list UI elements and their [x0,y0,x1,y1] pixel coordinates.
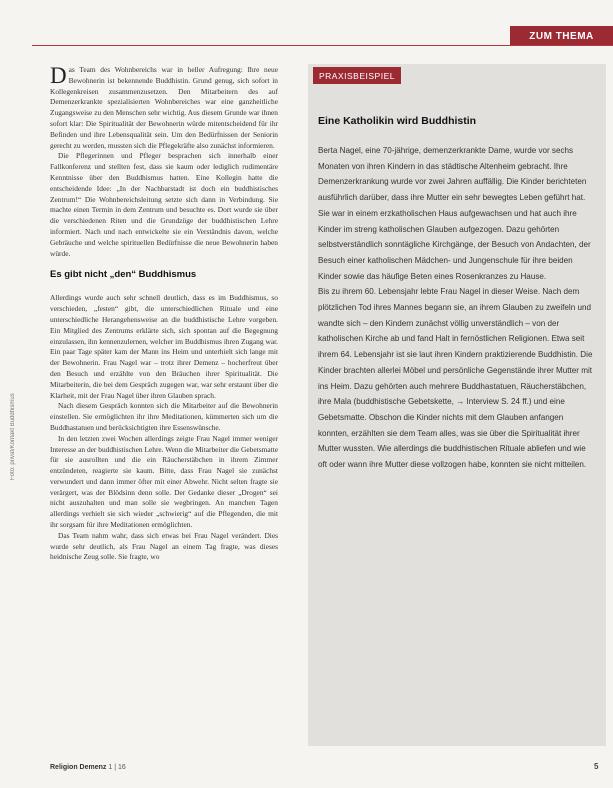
footer [50,764,126,771]
sidebar-body [318,143,596,473]
article-paragraph: Das Team nahm wahr, dass sich etwas bei Frau Nagel verändert. Dies wurde sehr deutlich, als Frau Nagel an einem Tag fragte, was dieses heidnische Zeug solle. Sie fragte, wo [50,530,278,562]
sidebar-label: PRAXISBEISPIEL [313,67,401,84]
page-number: 5 [594,762,599,771]
article-paragraph: Allerdings wurde auch sehr schnell deutlich, dass es im Buddhismus, so verschieden, „festen“ gibt, die unterschiedlichen Rituale und eine unterschiedliche Herangehensweise an die buddhistische Lehre vorgeben. Ein Mitglied des Zentrums erklärte sich, sich spontan auf die Begegnung einzulassen, ihn kennenzulernen, welcher im Buddhismus ihren Zugang war. Ein paar Tage später kam der Mann ins Heim und unterhielt sich lange mit der Bewohnerin. Frau Nagel war – trotz ihrer Demenz – hocherfreut über den Besuch und erzählte von den Bräuchen ihrer Spiritualität. Die Mitarbeiterin, die bei dem Gespräch zugegen war, war sehr erstaunt über die Klarheit, mit der Frau Nagel über ihren Glauben sprach. [50,293,278,400]
photo-credit: Foto: privat/Kontakt Buddhismus [10,393,16,480]
article-paragraph: In den letzten zwei Wochen allerdings zeigte Frau Nagel immer weniger Interesse an der buddhistischen Lehre. Wenn die Mitarbeiter die Gebetsmatte für sie ausrollten und die ein Räucherstäbchen in ihrem Zimmer entzündeten, reagierte sie kaum. Bitte, dass Frau Nagel sie zunächst verwundert und dann immer öfter mit einer Abwehr. Nicht selten fragte sie verärgert, was der Blödsinn denn solle. Der Gedanke dieser „Drogen“ sei nicht auszuhalten und man solle sie wegbringen. An manchen Tagen allerdings verhielt sie sich wieder „schwierig“ auf die Pflegenden, die mit ihr sorgsam für ihre Meditationen ermöglichten. [50,433,278,530]
footer-magazine: Religion Demenz [50,764,107,771]
dropcap: D [50,63,67,88]
sidebar-title: Eine Katholikin wird Buddhistin [318,115,477,127]
article-paragraph: Nach diesem Gespräch konnten sich die Mitarbeiter auf die Bewohnerin einstellen. Sie ermöglichten ihr ihre Meditationen, kümmerten sich um die Buddhastatuen und berücksichtigten ihre Essenswünsche. [50,401,278,432]
article-paragraph: Die Pflegerinnen und Pfleger besprachen sich innerhalb einer Fallkonferenz und stellten fest, dass sie kaum oder lediglich rudimentäre Kenntnisse über den Buddhismus hatten. Eine Kollegin hatte die entscheidende Idee: „In der Nachbarstadt ist doch ein buddhistisches Zentrum!“ Die Wohnbereichsleitung setzte sich dann in Verbindung. Sie machte einen Termin in dem Zentrum und besuchte es. Dort wurde sie über die verschiedenen Riten und die Grundzüge der buddhistischen Lehre informiert. Nach und nach entwickelte sie ein Verständnis davon, welche Gebräuche und welche spirituellen Bedürfnisse die neue Bewohnerin haben würde. [50,151,278,258]
article-paragraph: Das Team des Wohnbereichs war in heller Aufregung: Ihre neue Bewohnerin ist bekennende Buddhistin. Grund genug, sich sofort in Kollegenkreisen zusammenzusetzen. Den Mitarbeitern des auf Demenzerkrankte spezialisierten Wohnbereiches war eine ganzheitliche Zugangsweise zu den Menschen sehr wichtig. Aus diesem Grunde war ihnen sofort klar: Die Spiritualität der Bewohnerin würde mitentscheidend für ihr Befinden und ihre Lebensqualität sein. Um den Bedürfnissen der Seniorin gerecht zu werden, mussten sich die Pflegekräfte also zunächst informieren. [50,63,278,150]
footer-issue: 1 | 16 [108,764,126,771]
sidebar-paragraph: Berta Nagel, eine 70-jährige, demenzerkrankte Dame, wurde vor sechs Monaten von ihren Kindern in das städtische Altenheim gebracht. Ihre Demenzerkrankung wurde vor zwei Jahren auffällig. Die Kinder berichteten ausführlich darüber, dass ihre Mutter ein sehr bewegtes Leben geführt hat. Sie war in einem erzkatholischen Haus aufgewachsen und hat auch ihre Kinder im streng katholischen Glauben aufgezogen. Dazu gehörten selbstverständlich sonntägliche Kirchgänge, der Besuch von Andachten, der Besuch einer katholischen Mädchen- und Jungenschule für ihre beiden Kinder sowie das häufige Beten eines Rosenkranzes zu Hause. [318,146,591,281]
section-tab: ZUM THEMA [510,26,613,46]
sidebar-paragraph: Bis zu ihrem 60. Lebensjahr lebte Frau Nagel in dieser Weise. Nach dem plötzlichen Tod ihres Mannes begann sie, an ihrem Glauben zu zweifeln und wandte sich – den Kindern zunächst völlig unverständlich – von der katholischen Kirche ab und fand Halt in fernöstlichen Religionen. Etwa seit ihrem 64. Lebensjahr ist sie laut ihren Kindern praktizierende Buddhistin. Die Kinder brachten allerlei Möbel und persönliche Gegenstände ihrer Mutter mit ins Heim. Dazu gehörten auch mehrere Buddhastatuen, Räucherstäbchen, ihre Mala (buddhistische Gebetskette, → Interview S. 24 ff.) und eine Gebetsmatte. Obschon die Kinder nichts mit dem Glauben anfangen konnten, erzählten sie dem Team alles, was sie über die Spiritualität ihrer Mutter wussten. Wie allerdings die buddhistischen Rituale abliefen und wie oft oder wann ihre Mutter diese vollzogen habe, konnten sie nicht mitteilen. [318,287,593,470]
top-rule [32,45,613,46]
article-subhead: Es gibt nicht „den“ Buddhismus [50,269,197,281]
article-column [50,65,278,563]
